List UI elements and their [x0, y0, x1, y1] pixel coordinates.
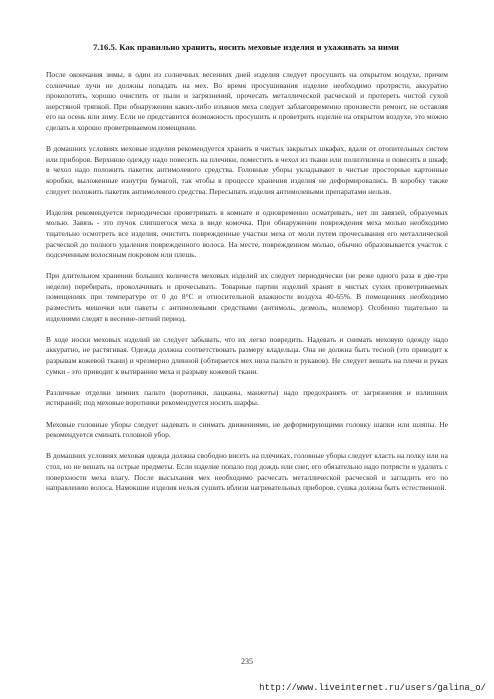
paragraph: Различные отделки зимних пальто (воротники, лацканы, манжеты) надо предохранять от загрязнения и излишних истираний; под меховые воротники рекомендуется носить шарфы. — [46, 387, 448, 408]
paragraph: В домашних условиях меховая одежда должна свободно висеть на плечиках, головные уборы следует класть на полку или на стол, но не вешать на острые предметы. Если изделие попало под дождь или снег, его обязательно надо потрясти и удалить с поверхности меха влагу. После высыхания мех необходимо расчесать металлической расческой и загладить его по направлению волоса. Намокшие изделия нельзя сушить вблизи нагревательных приборов, сушка должна быть естественной. — [46, 451, 448, 493]
paragraph: При длительном хранении больших количеств меховых изделий их следует периодически (не реже одного раза в две-три недели) перебирать, проколачивать и прочесывать. Товарные партии изделий хранят в чистых сухих проветриваемых помещениях при температуре от 0 до 8°С и относительной влажности воздуха 40-65%. В помещениях необходимо разместить мешочки или пакеты с антимолевыми средствами (антимоль, дезмоль, молемор). Особенно тщательно за изделиями следят в весенне-летний период. — [46, 271, 448, 323]
section-heading: 7.16.5. Как правильно хранить, носить меховые изделия и ухаживать за ними — [93, 42, 399, 52]
source-url-watermark: http://www.liveinternet.ru/users/galina_o/ — [259, 683, 486, 693]
paragraph: В домашних условиях меховые изделия рекомендуется хранить в чистых закрытых шкафах, вдали от отопительных систем или приборов. Верхнюю одежду надо повесить на плечики, поместить в чехол из ткани или полиэтилена и повесить в шкаф; в чехол надо положить пакетик антимолевого средства. Головные уборы укладывают в чистые просторные картонные коробки, выложенные изнутри бумагой, так чтобы в процессе хранения изделия не деформировались. В коробку также следует положить пакетик антимолевого средства. Пересыпать изделия антимолевыми препаратами нельзя. — [46, 144, 448, 196]
page-number: 235 — [241, 657, 253, 666]
body-text — [46, 70, 448, 504]
paragraph: В ходе носки меховых изделий не следует забывать, что их легко повредить. Надевать и снимать меховую одежду надо аккуратно, не растягивая. Одежда должна соответствовать размеру владельца. Она не должна быть тесной (это приводит к разрывам кожевой ткани) и чрезмерно длинной (обтирается мех низа пальто и рукавов). Не следует вешать на плечи и руках сумки - это приводит к вытиранию меха и разрыву кожевой ткани. — [46, 334, 448, 376]
paragraph: После окончания зимы, в один из солнечных весенних дней изделия следует просушить на открытом воздухе, причем солнечные лучи не должны попадать на мех. Во время просушивания изделие необходимо протрясти, аккуратно проколотить, хорошо очистить от пыли и загрязнений, прочесать металлической расческой и протереть чистой сухой шерстяной тряпкой. При обнаружении каких-либо изъянов меха следует заблаговременно произвести ремонт, не оставляя его на осень или зиму. Если не представится возможность просушить и проветрить изделие на открытом воздухе, это можно сделать в хорошо проветриваемом помещении. — [46, 70, 448, 132]
paragraph: Изделия рекомендуется периодически проветривать в комнате и одновременно осматривать, нет ли завязей, образуемых молью. Завязь - это пучок слипшегося меха в виде комочка. При обнаружении повреждения меха молью необходимо тщательно осмотреть все изделия, очистить поврежденные участки меха от моли путем прочесывания его металлической расческой до полного удаления поврежденного волоса. На месте, поврежденном молью, обычно образовывается участок с подсеченным волосяным покровом или плешь. — [46, 207, 448, 260]
paragraph: Меховые головные уборы следует надевать и снимать движениями, не деформирующими головку шапки или шляпы. Не рекомендуется сминать головной убор. — [46, 419, 448, 440]
